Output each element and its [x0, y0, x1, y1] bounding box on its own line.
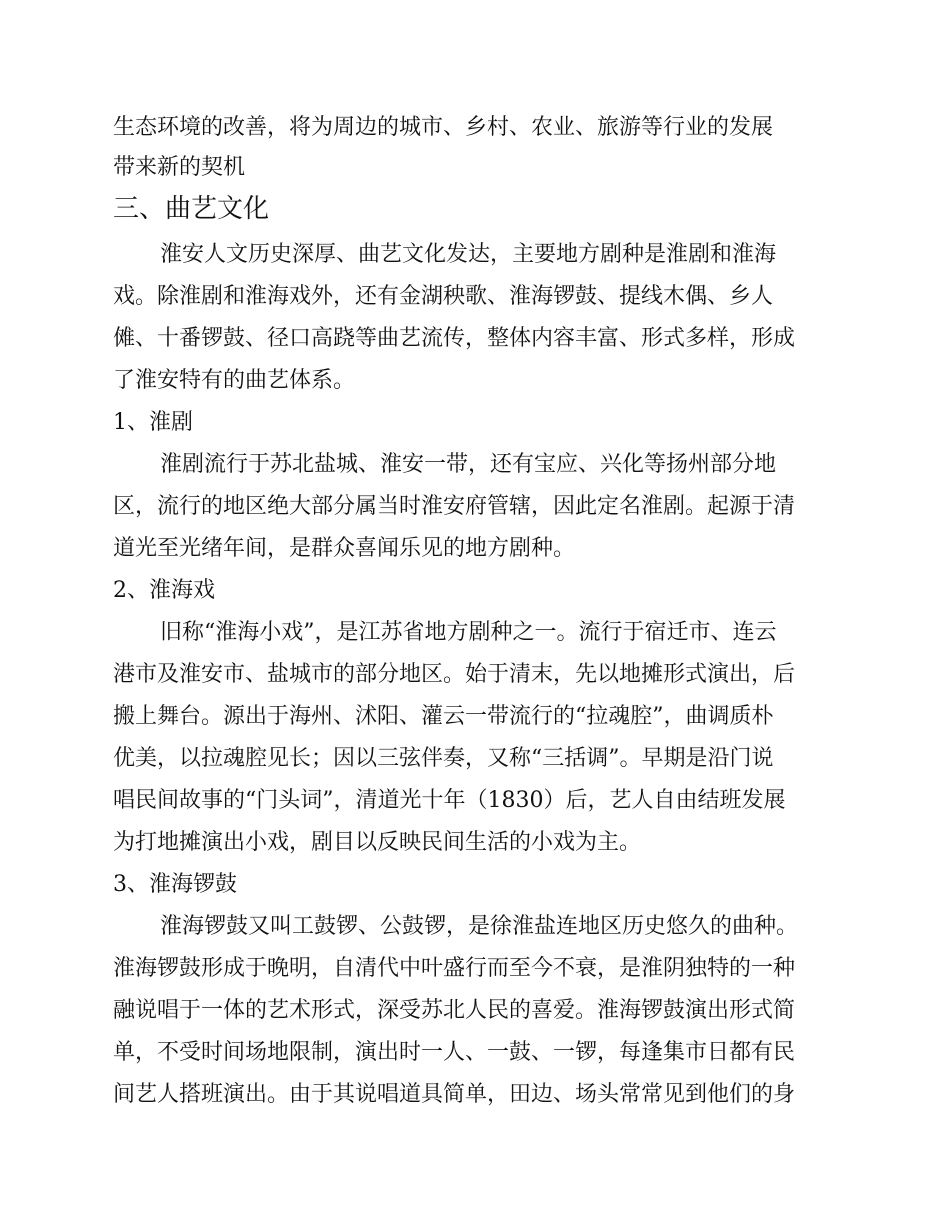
section-intro-line-1: 淮安人文历史深厚、曲艺文化发达，主要地方剧种是淮剧和淮海: [160, 242, 777, 267]
item-1-line-3: 道光至光绪年间，是群众喜闻乐见的地方剧种。: [113, 536, 576, 561]
intro-line-1: 生态环境的改善，将为周边的城市、乡村、农业、旅游等行业的发展: [113, 115, 774, 140]
item-3-line-5: 间艺人搭班演出。由于其说唱道具简单，田边、场头常常见到他们的身: [113, 1082, 796, 1107]
section-title: 三、曲艺文化: [113, 194, 270, 224]
item-2-line-2: 港市及淮安市、盐城市的部分地区。始于清末，先以地摊形式演出，后: [113, 662, 796, 687]
item-heading-1: 1、淮剧: [113, 410, 193, 435]
item-1-line-1: 淮剧流行于苏北盐城、淮安一带，还有宝应、兴化等扬州部分地: [160, 452, 777, 477]
item-2-line-3: 搬上舞台。源出于海州、沭阳、灌云一带流行的“拉魂腔”，曲调质朴: [113, 704, 774, 729]
intro-line-2: 带来新的契机: [113, 155, 246, 180]
section-intro-line-4: 了淮安特有的曲艺体系。: [113, 368, 356, 393]
item-3-line-3: 融说唱于一体的艺术形式，深受苏北人民的喜爱。淮海锣鼓演出形式简: [113, 998, 796, 1023]
item-2-line-4: 优美，以拉魂腔见长；因以三弦伴奏，又称“三括调”。早期是沿门说: [113, 746, 774, 771]
item-2-line-6: 为打地摊演出小戏，剧目以反映民间生活的小戏为主。: [113, 830, 642, 855]
item-3-line-2: 淮海锣鼓形成于晚明，自清代中叶盛行而至今不衰，是淮阴独特的一种: [113, 956, 796, 981]
section-intro-line-2: 戏。除淮剧和淮海戏外，还有金湖秧歌、淮海锣鼓、提线木偶、乡人: [113, 284, 774, 309]
item-3-line-4: 单，不受时间场地限制，演出时一人、一鼓、一锣，每逢集市日都有民: [113, 1040, 796, 1065]
item-heading-2: 2、淮海戏: [113, 578, 215, 603]
item-3-line-1: 淮海锣鼓又叫工鼓锣、公鼓锣，是徐淮盐连地区历史悠久的曲种。: [160, 914, 799, 939]
item-heading-3: 3、淮海锣鼓: [113, 872, 237, 897]
item-1-line-2: 区，流行的地区绝大部分属当时淮安府管辖，因此定名淮剧。起源于清: [113, 494, 796, 519]
section-intro-line-3: 傩、十番锣鼓、径口高跷等曲艺流传，整体内容丰富、形式多样，形成: [113, 326, 796, 351]
item-2-line-1: 旧称“淮海小戏”，是江苏省地方剧种之一。流行于宿迁市、连云: [160, 620, 777, 645]
item-2-line-5: 唱民间故事的“门头词”，清道光十年（1830）后，艺人自由结班发展: [113, 788, 786, 813]
